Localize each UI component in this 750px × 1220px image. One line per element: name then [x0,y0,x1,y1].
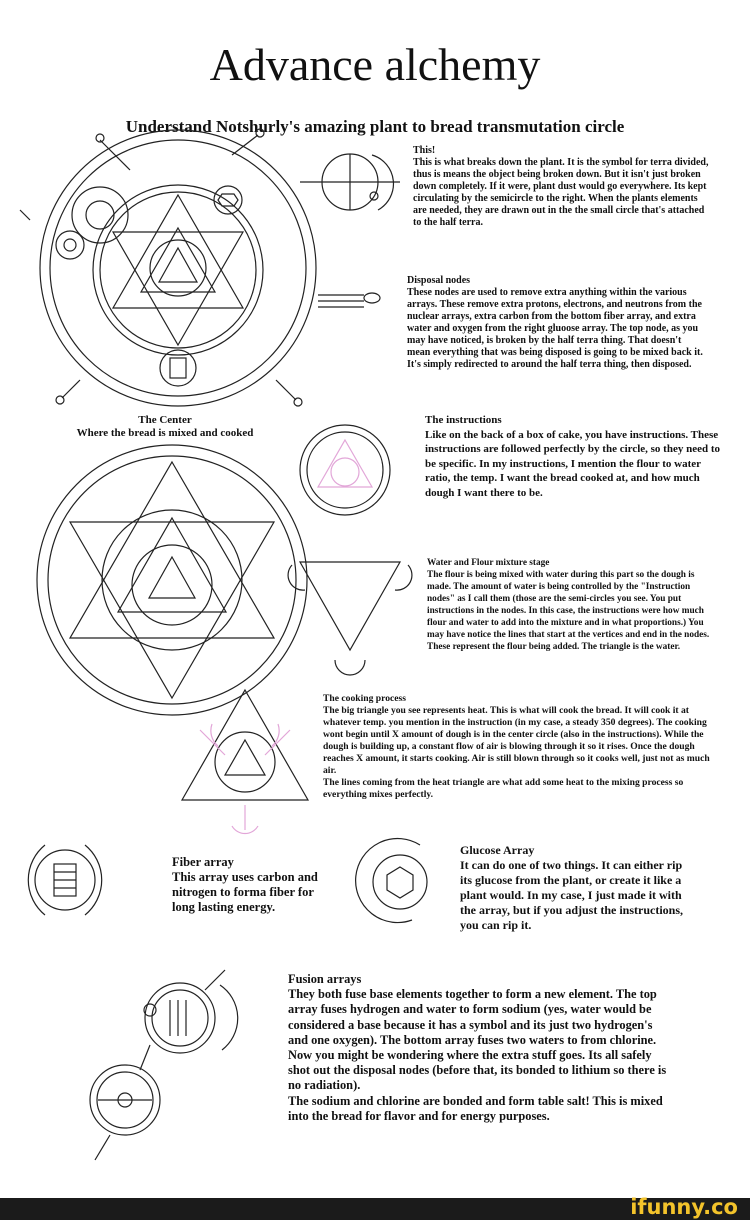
fusion-section [288,972,668,1124]
cooking-section [323,693,723,801]
fiber-array-drawing [28,845,101,915]
water-body: The flour is being mixed with water during this part so the dough is made. The amount of water is being controlled by the "Instruction nodes" as I call them (those are the semi-circles you see. You put instructions in the nodes. In this case, the instructions were how much flour and water to add into the mixture and in what proportions.) You may have notice the lines that start at the vertices and end in the nodes. These represent the flour being added. The triangle is the water. [427,570,710,652]
cooking-body: The big triangle you see represents heat. This is what will cook the bread. It will cook it at whatever temp. you mention in the instruction (in my case, a steady 350 degrees). The cooking wont begin until X amount of dough is in the center circle (also in the instructions). While the dough is building up, a constant flow of air is blowing through it so it rises. Once the dough reaches X amount, it starts cooking. Air is still blown through so it cooks well, just not as much air. [323,705,710,776]
terra-body: This is what breaks down the plant. It is the symbol for terra divided, thus is means the object being broken down. But it isn't just broken down completely. If it were, plant dust would go everywhere. Its kept circulating by the semicircle to the right. When the plants elements are needed, they are drawn out in the the small circle that's attached to the half terra. [413,157,709,228]
water-section [427,557,712,653]
disposal-heading: Disposal nodes [407,275,471,286]
instructions-body: Like on the back of a box of cake, you have instructions. These instructions are followed perfectly by the circle, so they need to be specific. In my instructions, I mention the flour to water ratio, the temp. I want the bread cooked at, and how much dough I want there to be. [425,428,721,499]
center-heading: The Center [138,414,192,426]
instructions-heading: The instructions [425,414,502,426]
disposal-section [407,275,707,371]
center-section [50,414,280,440]
terra-section [413,145,713,229]
fiber-heading: Fiber array [172,855,234,869]
fusion-arrays-drawing [90,970,238,1160]
glucose-body: It can do one of two things. It can either rip its glucose from the plant, or create it like a plant would. In my case, I just made it with the array, but if you adjust the instructions, you can rip it. [460,858,684,932]
instructions-section [425,413,725,500]
water-heading: Water and Flour mixture stage [427,558,550,568]
cooking-body-2: The lines coming from the heat triangle are what add some heat to the mixing process so everything mixes perfectly. [323,777,684,800]
fusion-body-2: The sodium and chlorine are bonded and form table salt! This is mixed into the bread for flavor and for energy purposes. [288,1093,663,1123]
center-body: Where the bread is mixed and cooked [76,427,254,439]
fusion-body: They both fuse base elements together to form a new element. The top array fuses hydrogen and water to form sodium (yes, water would be considered a base because it has a symbol and its just two hydrogen's and one oxygen). The bottom array fuses two waters to from chlorine. Now you might be wondering where the extra stuff goes. Its all safely shot out the disposal nodes (before that, its bonded to lithium so there is no radiation). [288,987,667,1093]
page-title: Advance alchemy [209,39,541,90]
glucose-heading: Glucose Array [460,843,535,857]
page-subtitle: Understand Notshurly's amazing plant to bread transmutation circle [125,117,625,136]
terra-heading: This! [413,145,436,156]
glucose-section [460,843,685,933]
glucose-array-drawing [356,839,427,923]
main-circle-drawing [20,129,316,406]
footer-bar [0,1195,750,1220]
center-drawing [37,445,307,715]
fusion-heading: Fusion arrays [288,972,362,986]
disposal-node-drawing [318,293,380,307]
fiber-section [172,855,332,915]
disposal-body: These nodes are used to remove extra anything within the various arrays. These remove extra protons, electrons, and neutrons from the nuclear arrays, extra carbon from the bottom fiber array, and extra water and oxygen from the right gluoose array. The top node, as you may have noticed, is broken by the half terra thing. That doesn't mean everything that was being disposed is going to be mixed back it. It's simply redirected to around the half terra thing, then disposed. [407,287,703,370]
cooking-heading: The cooking process [323,693,406,704]
ifunny-logo[interactable]: ifunny.co [630,1195,738,1219]
half-terra-symbol [300,154,400,210]
fiber-body: This array uses carbon and nitrogen to forma fiber for long lasting energy. [172,870,318,914]
instructions-drawing [300,425,390,515]
